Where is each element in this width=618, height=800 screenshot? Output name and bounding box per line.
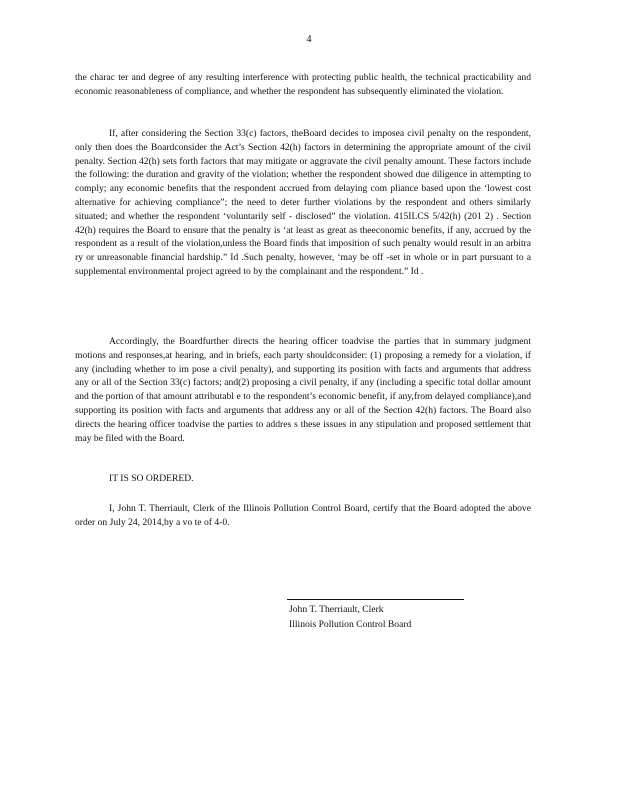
- paragraph-penalty-factors: If, after considering the Section 33(c) factors, theBoard decides to imposea civil penalty on the respondent, only then does the Boardconsider the Act’s Section 42(h) factors in determining the appropriate amount of the civil penalty. Section 42(h) sets forth factors that may mitigate or aggravate the civil penalty amount. These factors include the following: the duration and gravity of the violation; whether the respondent showed due diligence in attempting to comply; any economic benefits that the respondent accrued from delaying com pliance based upon the ‘lowest cost alternative for achieving compliance”; the need to deter further violations by the respondent and others similarly situated; and whether the respondent ‘voluntarily self - disclosed” the violation. 415ILCS 5/42(h) (201 2) . Section 42(h) requires the Board to ensure that the penalty is ‘at least as great as theeconomic benefits, if any, accrued by the respondent as a result of the violation,unless the Board finds that imposition of such penalty would result in an arbitra ry or unreasonable financial hardship.” Id .Such penalty, however, ‘may be off -set in whole or in part pursuant to a supplemental environmental project agreed to by the complainant and the respondent.” Id .: [75, 128, 531, 277]
- paragraph-continuation: the charac ter and degree of any resulting interference with protecting public health, the technical practicability and economic reasonableness of compliance, and whether the respondent has subsequently eliminated the violation.: [75, 72, 531, 97]
- signatory-name: John T. Therriault, Clerk: [289, 604, 384, 615]
- signature-line: [287, 599, 464, 600]
- signatory-organization: Illinois Pollution Control Board: [289, 619, 412, 630]
- order-statement: IT IS SO ORDERED.: [109, 473, 194, 484]
- paragraph-hearing-directions: Accordingly, the Boardfurther directs the hearing officer toadvise the parties that in summary judgment motions and responses,at hearing, and in briefs, each party shouldconsider: (1) proposing a remedy for a violation, if any (including whether to im pose a civil penalty), and supporting its position with facts and arguments that address any or all of the Section 33(c) factors; and(2) proposing a civil penalty, if any (including a specific total dollar amount and the portion of that amount attributabl e to the respondent’s economic benefit, if any,from delayed compliance),and supporting its position with facts and arguments that address any or all of the Section 42(h) factors. The Board also directs the hearing officer toadvise the parties to addres s these issues in any stipulation and proposed settlement that may be filed with the Board.: [75, 336, 531, 444]
- page-number: 4: [306, 34, 312, 45]
- clerk-certification: I, John T. Therriault, Clerk of the Illinois Pollution Control Board, certify that the Board adopted the above order on July 24, 2014,by a vo te of 4-0.: [75, 503, 531, 528]
